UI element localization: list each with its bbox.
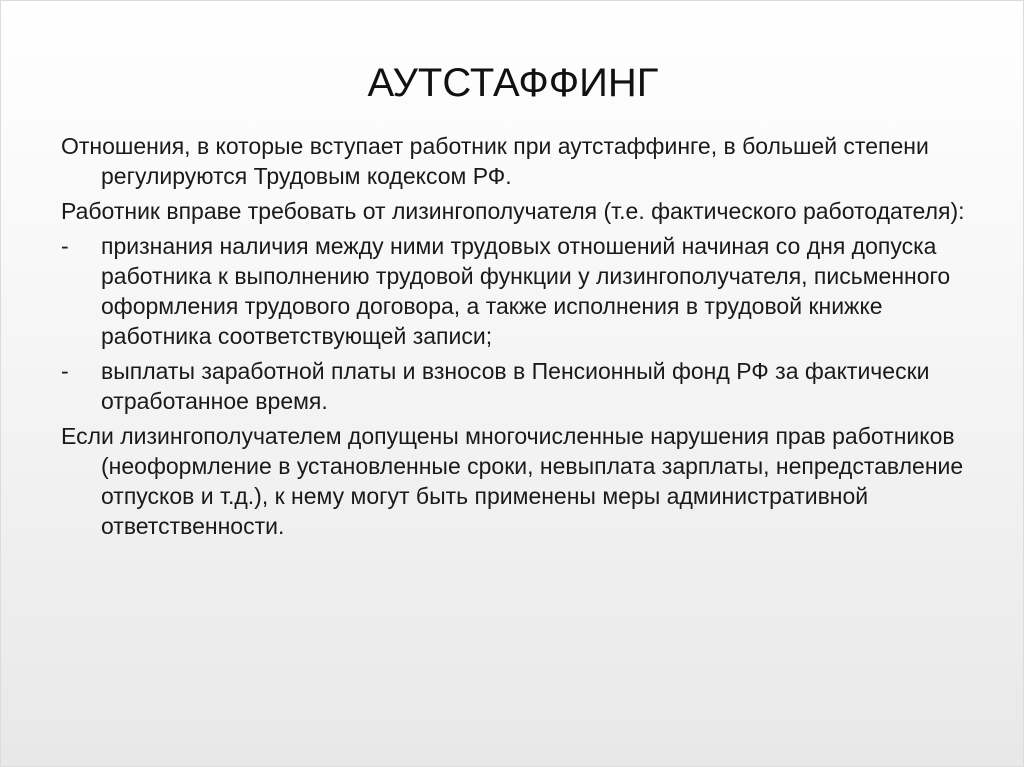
bullet-item-recognition (61, 231, 981, 351)
paragraph-employee-rights: Работник вправе требовать от лизингополучателя (т.е. фактического работодателя): (61, 198, 965, 224)
slide-title: АУТСТАФФИНГ (367, 61, 659, 105)
bullet-text: признания наличия между ними трудовых отношений начиная со дня допуска работника к выполнению трудовой функции у лизингополучателя, письменного оформления трудового договора, а также исполнения в трудовой книжке работника соответствующей записи; (101, 233, 951, 349)
bullet-dash: - (61, 233, 69, 259)
bullet-dash: - (61, 358, 69, 384)
paragraph-violations: Если лизингополучателем допущены многочисленные нарушения прав работников (неоформление в установленные сроки, невыплата зарплаты, непредставление отпусков и т.д.), к нему могут быть применены меры административной ответственности. (61, 423, 964, 539)
paragraph-relations: Отношения, в которые вступает работник при аутстаффинге, в большей степени регулируются Трудовым кодексом РФ. (61, 133, 929, 189)
bullet-text: выплаты заработной платы и взносов в Пенсионный фонд РФ за фактически отработанное время. (101, 358, 930, 414)
bullet-item-payment (61, 356, 981, 416)
slide-content (61, 131, 981, 546)
